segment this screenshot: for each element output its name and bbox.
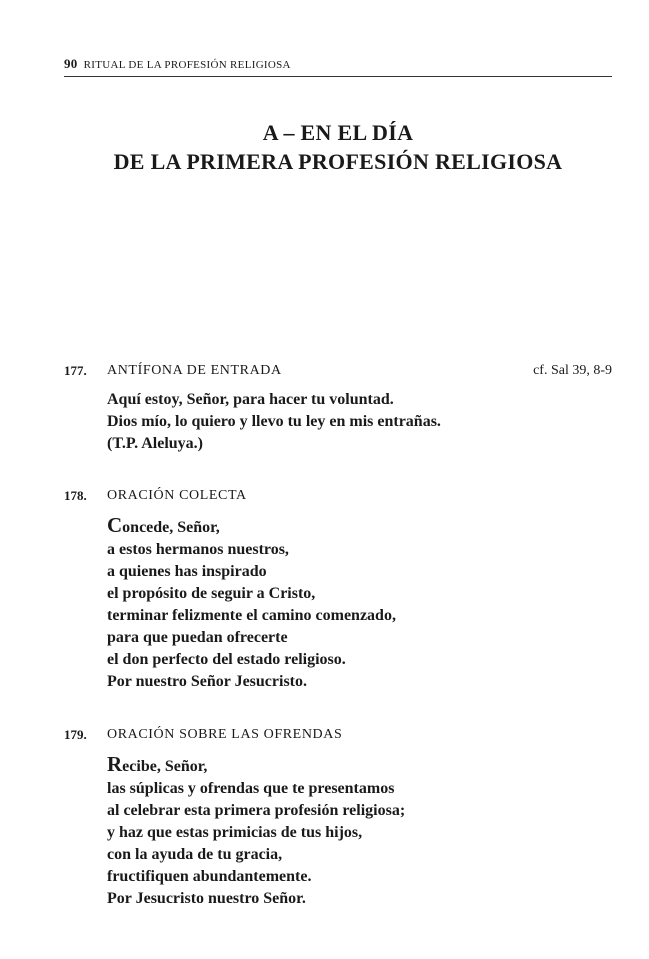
running-header xyxy=(64,56,612,77)
section-label: ORACIÓN SOBRE LAS OFRENDAS xyxy=(107,727,343,742)
paragraph-number: 177. xyxy=(64,363,87,378)
paragraph-number: 178. xyxy=(64,488,87,503)
section-title-line-2: DE LA PRIMERA PROFESIÓN RELIGIOSA xyxy=(113,149,563,174)
section-label: ORACIÓN COLECTA xyxy=(107,488,247,503)
text-line: el don perfecto del estado religioso. xyxy=(107,651,346,668)
running-title: RITUAL DE LA PROFESIÓN RELIGIOSA xyxy=(83,59,291,71)
text-line-rest: ecibe, Señor, xyxy=(122,758,208,775)
text-line: a estos hermanos nuestros, xyxy=(107,541,289,558)
text-line: Aquí estoy, Señor, para hacer tu voluntad. xyxy=(107,391,394,408)
text-line xyxy=(107,753,405,778)
prayer-text xyxy=(107,514,396,693)
text-line: (T.P. Aleluya.) xyxy=(107,435,204,452)
text-line: al celebrar esta primera profesión religiosa; xyxy=(107,802,406,819)
text-line xyxy=(107,514,396,539)
section-label: ANTÍFONA DE ENTRADA xyxy=(107,363,282,378)
text-line: Por Jesucristo nuestro Señor. xyxy=(107,890,306,907)
drop-cap: R xyxy=(107,752,123,776)
prayer-text xyxy=(107,753,405,910)
text-line: Por nuestro Señor Jesucristo. xyxy=(107,673,307,690)
text-line-rest: oncede, Señor, xyxy=(122,519,220,536)
text-line: las súplicas y ofrendas que te presentamos xyxy=(107,780,395,797)
antiphon-text xyxy=(107,389,441,455)
text-line: terminar felizmente el camino comenzado, xyxy=(107,607,396,624)
drop-cap: C xyxy=(107,513,123,537)
paragraph-number: 179. xyxy=(64,727,87,742)
text-line: y haz que estas primicias de tus hijos, xyxy=(107,824,363,841)
section-title-line-1: A – EN EL DÍA xyxy=(262,120,414,145)
scripture-reference: cf. Sal 39, 8-9 xyxy=(533,363,612,378)
text-line: el propósito de seguir a Cristo, xyxy=(107,585,316,602)
text-line: a quienes has inspirado xyxy=(107,563,267,580)
text-line: Dios mío, lo quiero y llevo tu ley en mis entrañas. xyxy=(107,413,441,430)
text-line: fructifiquen abundantemente. xyxy=(107,868,312,885)
text-line: con la ayuda de tu gracia, xyxy=(107,846,283,863)
page-number: 90 xyxy=(64,56,78,71)
text-line: para que puedan ofrecerte xyxy=(107,629,288,646)
